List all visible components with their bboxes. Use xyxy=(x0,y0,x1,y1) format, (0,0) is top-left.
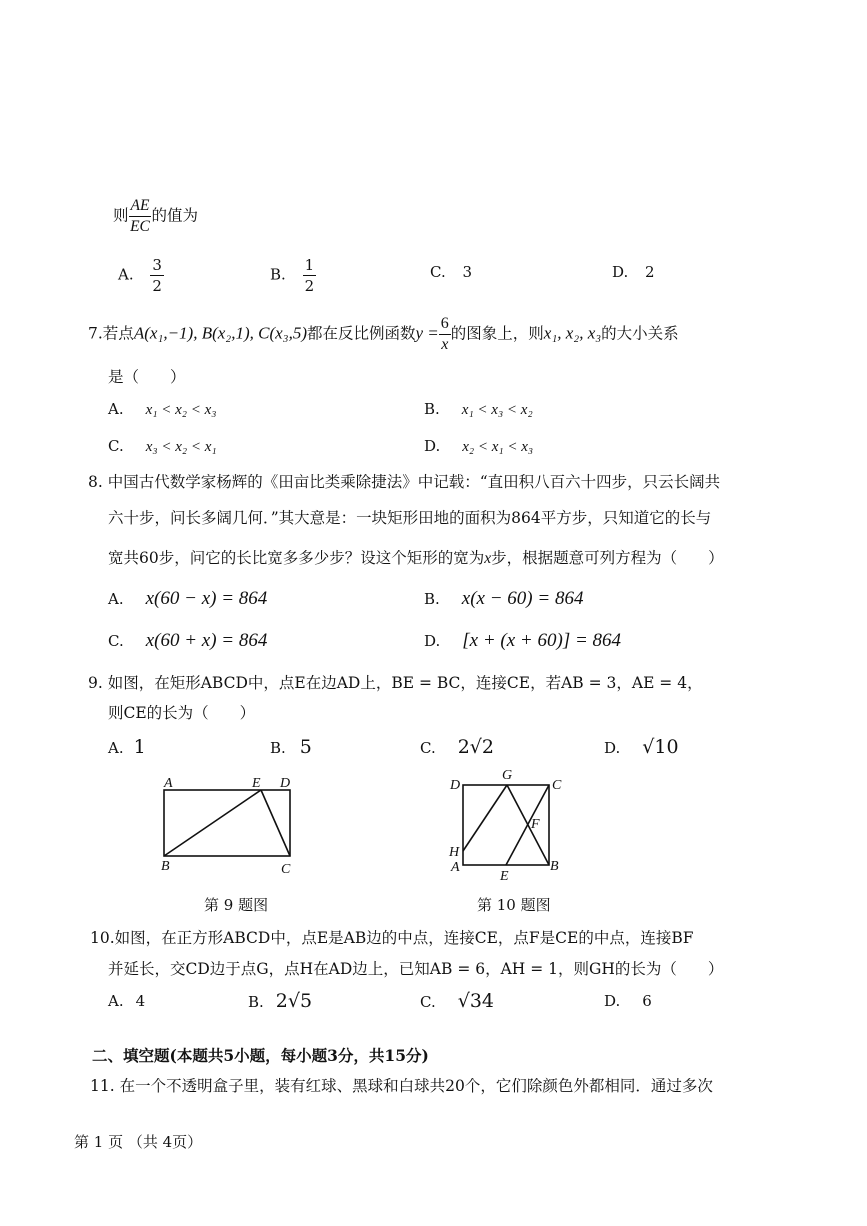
question-number: 10. xyxy=(90,929,115,947)
q6-prefix: 则 xyxy=(113,206,129,225)
option-value: x₁ < x₃ < x₂ xyxy=(461,402,533,418)
q8-stem-line1 xyxy=(88,470,720,492)
option-label: A. xyxy=(108,739,124,757)
q8-line3a: 宽共60步，问它的长比宽多多少步？设这个矩形的宽为 xyxy=(108,549,485,567)
rect-abcd xyxy=(164,790,290,856)
label-c: C xyxy=(281,862,291,877)
q8-option-d[interactable] xyxy=(424,630,621,652)
q6-option-d[interactable] xyxy=(612,263,655,281)
option-value: x(60 + x) = 864 xyxy=(145,630,268,651)
q7-option-d[interactable] xyxy=(424,437,533,456)
q9-stem-line2: 则CE的长为（ ） xyxy=(108,704,256,722)
label-d: D xyxy=(450,778,461,793)
option-label: C. xyxy=(108,632,124,650)
option-label: D. xyxy=(604,992,621,1010)
q7-option-c[interactable] xyxy=(108,437,217,456)
q7-text-c: 的图象上，则 xyxy=(450,324,544,343)
segment-be xyxy=(164,790,261,856)
q6-option-a[interactable] xyxy=(118,255,164,296)
q8-line3b: 步，根据题意可列方程为（ ） xyxy=(491,549,724,567)
q11-stem-line1 xyxy=(90,1074,713,1096)
q8-option-a[interactable] xyxy=(108,588,267,610)
q7-text-a: 若点 xyxy=(102,324,134,343)
option-label: B. xyxy=(270,265,286,284)
q10-line1: 如图，在正方形ABCD中，点E是AB边的中点，连接CE，点F是CE的中点，连接BF xyxy=(114,929,694,947)
figure-10-caption: 第 10 题图 xyxy=(477,896,551,914)
option-label: B. xyxy=(424,400,440,418)
option-label: D. xyxy=(424,632,441,650)
option-label: A. xyxy=(108,992,124,1010)
option-label: C. xyxy=(420,993,436,1011)
q9-stem-line1 xyxy=(88,671,703,693)
q6-frac-num: AE xyxy=(129,196,152,217)
option-value: x₃ < x₂ < x₁ xyxy=(145,439,217,455)
option-value: 2 xyxy=(645,263,655,281)
segment-ec xyxy=(261,790,290,856)
q6-option-b[interactable] xyxy=(270,255,316,296)
option-value: 3 xyxy=(462,263,473,281)
option-label: B. xyxy=(424,590,440,608)
label-h: H xyxy=(449,845,460,860)
option-value: √10 xyxy=(642,736,679,758)
section-2-title: 二、填空题(本题共5小题，每小题3分，共15分) xyxy=(92,1046,429,1065)
frac-num: 1 xyxy=(304,256,315,274)
q7-vars: x₁, x₂, x₃ xyxy=(543,323,602,343)
option-fraction xyxy=(150,255,164,296)
option-value: 2√5 xyxy=(275,990,313,1012)
q6-fraction xyxy=(129,196,152,237)
frac-den: x xyxy=(441,336,449,353)
q8-stem-line2: 六十步，问长多阔几何．”其大意是：一块矩形田地的面积为864平方步，只知道它的长与 xyxy=(108,509,712,527)
q6-frac-den: EC xyxy=(130,218,150,235)
label-e: E xyxy=(500,869,509,884)
segment-hg xyxy=(463,785,507,851)
option-label: B. xyxy=(270,739,286,757)
option-value: x₂ < x₁ < x₃ xyxy=(462,439,534,455)
option-value: 5 xyxy=(299,736,312,758)
option-label: C. xyxy=(108,437,124,455)
question-number: 9. xyxy=(88,674,103,692)
frac-num: 6 xyxy=(439,314,451,335)
q7-option-b[interactable] xyxy=(424,400,533,419)
q10-stem-line1 xyxy=(90,926,693,948)
label-a: A xyxy=(164,776,173,791)
q10-option-b[interactable] xyxy=(248,990,312,1012)
option-label: D. xyxy=(424,437,441,455)
q7-text-b: 都在反比例函数 xyxy=(306,324,416,343)
q8-option-c[interactable] xyxy=(108,630,267,652)
q7-func-lhs: y = xyxy=(415,323,439,343)
label-b: B xyxy=(161,859,170,874)
option-label: B. xyxy=(248,993,264,1011)
q10-option-d[interactable] xyxy=(604,992,652,1010)
label-c: C xyxy=(552,778,562,793)
q10-option-c[interactable] xyxy=(420,990,494,1012)
q11-line1: 在一个不透明盒子里，装有红球、黑球和白球共20个，它们除颜色外都相同．通过多次 xyxy=(119,1077,713,1095)
option-value: 2√2 xyxy=(457,736,495,758)
q7-text-d: 的大小关系 xyxy=(601,324,679,343)
q8-stem-line3 xyxy=(108,546,724,568)
question-number: 7. xyxy=(88,324,103,343)
q10-stem-line2: 并延长，交CD边于点G，点H在AD边上，已知AB = 6，AH = 1，则GH的长为（ ） xyxy=(108,960,724,978)
option-value: 6 xyxy=(642,992,652,1010)
q9-option-d[interactable] xyxy=(604,736,679,758)
option-label: D. xyxy=(604,739,621,757)
q8-line1: 中国古代数学家杨辉的《田亩比类乘除捷法》中记载：“直田积八百六十四步，只云长阔共 xyxy=(107,473,721,491)
q7-stem-line2: 是（ ） xyxy=(108,368,186,386)
q6-suffix: 的值为 xyxy=(151,206,198,225)
label-b: B xyxy=(550,859,559,874)
option-value: 1 xyxy=(133,736,146,758)
frac-den: 2 xyxy=(152,277,162,295)
frac-den: 2 xyxy=(304,277,315,295)
label-a: A xyxy=(451,860,460,875)
q8-var: x xyxy=(484,550,492,567)
label-f: F xyxy=(531,817,540,832)
label-d: D xyxy=(280,776,291,791)
question-number: 8. xyxy=(88,473,103,491)
q6-stem xyxy=(113,196,198,237)
option-label: C. xyxy=(420,739,436,757)
q6-option-c[interactable] xyxy=(430,263,472,281)
q7-stem-line1 xyxy=(88,314,679,355)
option-value: x(60 − x) = 864 xyxy=(145,588,268,609)
option-fraction xyxy=(303,255,317,296)
label-g: G xyxy=(502,768,513,783)
option-value: x(x − 60) = 864 xyxy=(461,588,584,609)
option-label: C. xyxy=(430,263,446,281)
question-number: 11. xyxy=(90,1077,115,1095)
label-e: E xyxy=(252,776,261,791)
option-value: [x + (x + 60)] = 864 xyxy=(462,630,622,651)
q7-func-frac xyxy=(439,314,451,355)
option-value: √34 xyxy=(457,990,495,1012)
option-value: x₁ < x₂ < x₃ xyxy=(145,402,217,418)
q9-option-c[interactable] xyxy=(420,736,494,758)
option-label: A. xyxy=(108,590,124,608)
q7-option-a[interactable] xyxy=(108,400,216,419)
q10-option-a[interactable] xyxy=(108,992,145,1010)
option-label: D. xyxy=(612,263,629,281)
q9-option-a[interactable] xyxy=(108,736,146,758)
q7-points: A(x₁,−1), B(x₂,1), C(x₃,5) xyxy=(133,323,307,343)
option-label: A. xyxy=(108,400,124,418)
option-label: A. xyxy=(118,265,134,284)
q9-line1: 如图，在矩形ABCD中，点E在边AD上，BE = BC，连接CE，若AB = 3，AE = 4， xyxy=(107,674,703,692)
figure-9 xyxy=(150,770,310,880)
figure-10 xyxy=(440,765,580,885)
figure-9-caption: 第 9 题图 xyxy=(204,896,269,914)
option-value: 4 xyxy=(135,992,146,1010)
q8-option-b[interactable] xyxy=(424,588,583,610)
frac-num: 3 xyxy=(152,256,162,274)
page-footer: 第 1 页 （共 4页） xyxy=(74,1133,203,1151)
q9-option-b[interactable] xyxy=(270,736,312,758)
